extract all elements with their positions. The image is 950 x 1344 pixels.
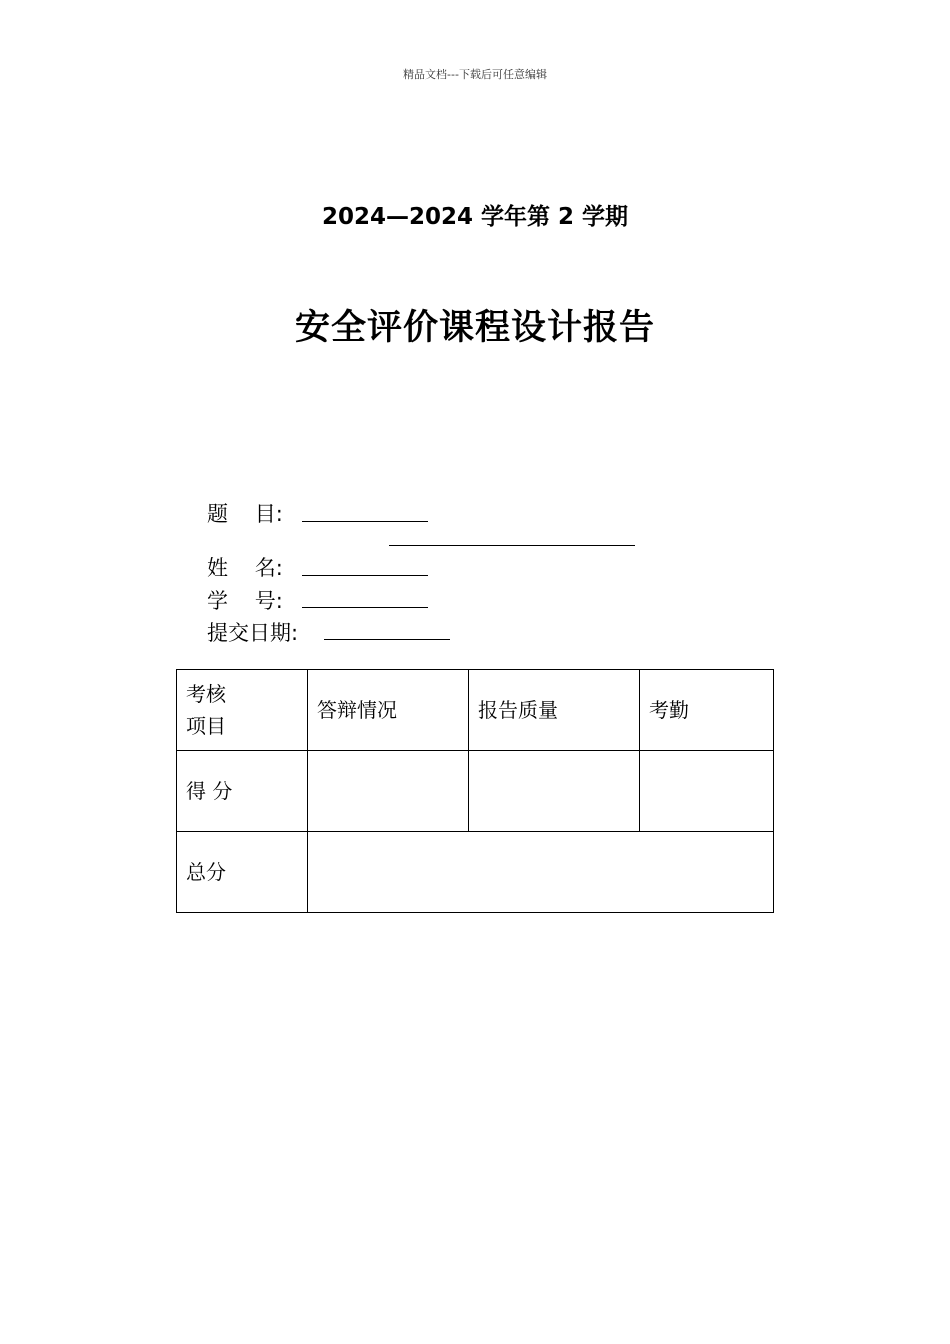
total-score-cell[interactable] (308, 832, 774, 913)
table-score-row (177, 751, 774, 832)
header-item-cell: 考核 项目 (177, 670, 308, 751)
page-watermark: 精品文档---下载后可任意编辑 (403, 68, 547, 81)
attendance-score-cell[interactable] (640, 751, 774, 832)
student-id-label: 学 号: (207, 589, 283, 613)
header-report-quality-cell: 报告质量 (469, 670, 640, 751)
topic-blank-line[interactable] (302, 521, 428, 522)
name-label: 姓 名: (207, 556, 283, 580)
report-quality-score-cell[interactable] (469, 751, 640, 832)
report-title: 安全评价课程设计报告 (294, 308, 655, 348)
assessment-table (176, 669, 774, 913)
topic-label: 题 目: (207, 502, 283, 526)
total-row-label: 总分 (177, 832, 308, 913)
header-attendance-cell: 考勤 (640, 670, 774, 751)
table-header-row (177, 670, 774, 751)
submit-date-label: 提交日期: (207, 621, 299, 645)
defense-score-cell[interactable] (308, 751, 469, 832)
header-defense-cell: 答辩情况 (308, 670, 469, 751)
student-id-blank-line[interactable] (302, 607, 428, 608)
submit-date-blank-line[interactable] (324, 639, 450, 640)
topic-blank-line-continued[interactable] (389, 545, 635, 546)
score-row-label: 得 分 (177, 751, 308, 832)
table-total-row (177, 832, 774, 913)
name-blank-line[interactable] (302, 575, 428, 576)
academic-term: 2024—2024 学年第 2 学期 (321, 204, 629, 230)
